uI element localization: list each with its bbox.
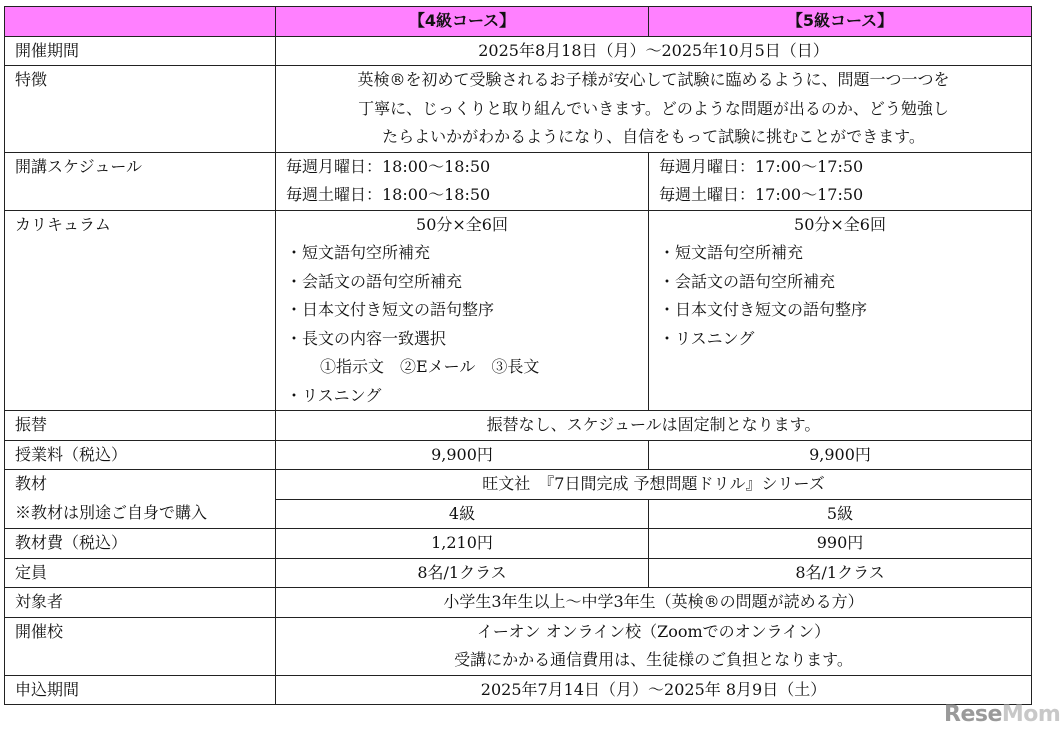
school-value — [276, 617, 1032, 675]
curriculum-title: 50分×全6回 — [416, 214, 508, 234]
grade4-curriculum — [276, 210, 649, 411]
material-label: 教材 — [15, 474, 48, 493]
curriculum-item: ・会話文の語句空所補充 — [286, 271, 463, 291]
schedule-label: 開講スケジュール — [5, 152, 276, 210]
target-row — [5, 588, 1032, 618]
grade5-capacity: 8名/1クラス — [649, 558, 1032, 588]
material-title: 旺文社 『7日間完成 予想問題ドリル』シリーズ — [276, 470, 1032, 500]
target-label: 対象者 — [5, 588, 276, 618]
grade5-tuition: 9,900円 — [649, 440, 1032, 470]
grade4-capacity: 8名/1クラス — [276, 558, 649, 588]
transfer-value: 振替なし、スケジュールは固定制となります。 — [276, 411, 1032, 441]
schedule-line: 毎週月曜日：17:00〜17:50 — [659, 156, 864, 176]
curriculum-row — [5, 210, 1032, 411]
grade4-material-fee: 1,210円 — [276, 529, 649, 559]
school-note: 受講にかかる通信費用は、生徒様のご負担となります。 — [454, 650, 853, 669]
transfer-label: 振替 — [5, 411, 276, 441]
schedule-line: 毎週土曜日：18:00〜18:50 — [286, 185, 491, 204]
curriculum-item: ・会話文の語句空所補充 — [659, 271, 836, 291]
grade5-schedule — [649, 152, 1032, 210]
features-line: 英検®を初めて受験されるお子様が安心して試験に臨めるように、問題一つ一つを — [357, 70, 950, 89]
material-fee-row — [5, 529, 1032, 559]
school-label: 開催校 — [5, 617, 276, 675]
material-fee-label: 教材費（税込） — [5, 529, 276, 559]
period-label: 開催期間 — [5, 36, 276, 66]
grade4-course-header: 【4級コース】 — [276, 7, 649, 37]
features-text — [276, 66, 1032, 153]
material-label-cell — [5, 470, 276, 529]
material-note: ※教材は別途ご自身で購入 — [15, 502, 208, 522]
curriculum-item: ・リスニング — [286, 385, 382, 405]
curriculum-label: カリキュラム — [5, 210, 276, 411]
tuition-label: 授業料（税込） — [5, 440, 276, 470]
curriculum-item: ・日本文付き短文の語句整序 — [659, 300, 868, 319]
schedule-line: 毎週月曜日：18:00〜18:50 — [286, 156, 491, 176]
grade4-tuition: 9,900円 — [276, 440, 649, 470]
material-row — [5, 470, 1032, 500]
course-info-table — [4, 6, 1032, 705]
curriculum-item: ・リスニング — [659, 328, 755, 348]
curriculum-title: 50分×全6回 — [794, 214, 886, 234]
features-line: たらよいかがわかるようになり、自信をもって試験に挑むことができます。 — [382, 127, 925, 146]
apply-row — [5, 675, 1032, 705]
resemom-watermark-logo: ReseMom — [944, 702, 1060, 727]
curriculum-item: ・短文語句空所補充 — [659, 243, 804, 262]
school-row — [5, 617, 1032, 675]
features-line: 丁寧に、じっくりと取り組んでいきます。どのような問題が出るのか、どう勉強し — [358, 98, 949, 118]
header-blank-cell — [5, 7, 276, 37]
tuition-row — [5, 440, 1032, 470]
period-value: 2025年8月18日（月）〜2025年10月5日（日） — [276, 36, 1032, 66]
grade4-material: 4級 — [276, 499, 649, 529]
grade5-curriculum — [649, 210, 1032, 411]
curriculum-item: ・日本文付き短文の語句整序 — [286, 300, 495, 319]
schedule-row — [5, 152, 1032, 210]
capacity-row — [5, 558, 1032, 588]
curriculum-item: ・短文語句空所補充 — [286, 243, 431, 262]
transfer-row — [5, 411, 1032, 441]
school-line: イーオン オンライン校（Zoomでのオンライン） — [476, 621, 831, 641]
curriculum-item: ・長文の内容一致選択 — [286, 328, 447, 348]
grade5-material-fee: 990円 — [649, 529, 1032, 559]
features-label: 特徴 — [5, 66, 276, 153]
apply-label: 申込期間 — [5, 675, 276, 705]
target-value: 小学生3年生以上〜中学3年生（英検®の問題が読める方） — [276, 588, 1032, 618]
schedule-line: 毎週土曜日：17:00〜17:50 — [659, 185, 864, 204]
features-row — [5, 66, 1032, 153]
curriculum-subitem: ①指示文 ②Eメール ③長文 — [320, 357, 540, 376]
grade5-material: 5級 — [649, 499, 1032, 529]
capacity-label: 定員 — [5, 558, 276, 588]
grade4-schedule — [276, 152, 649, 210]
grade5-course-header: 【5級コース】 — [649, 7, 1032, 37]
period-row — [5, 36, 1032, 66]
apply-value: 2025年7月14日（月）〜2025年 8月9日（土） — [276, 675, 1032, 705]
header-row — [5, 7, 1032, 37]
